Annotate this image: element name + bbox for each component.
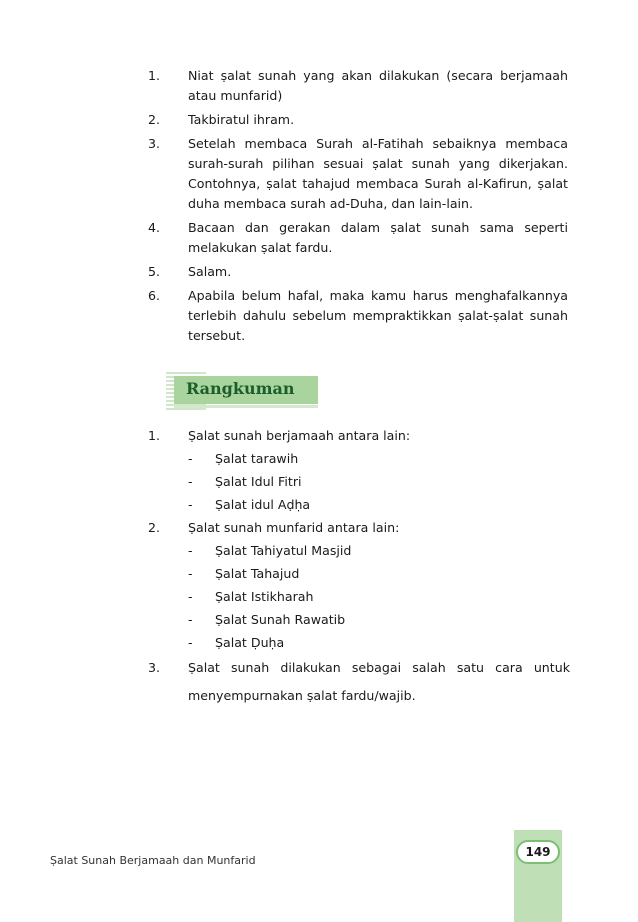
item-text: Apabila belum hafal, maka kamu harus menghafalkannya terlebih dahulu sebelum mempraktikkan ṣalat-ṣalat sunah tersebut. [188,288,568,343]
sub-item-text: Ṣalat Istikharah [215,589,314,604]
list-item [148,66,568,106]
item-number: 4. [148,220,161,235]
list-item [148,424,570,447]
item-number: 3. [148,136,161,151]
list-item [148,134,568,214]
item-text: Bacaan dan gerakan dalam ṣalat sunah sama seperti melakukan ṣalat fardu. [188,220,568,255]
item-text: Setelah membaca Surah al-Fatihah sebaiknya membaca surah-surah pilihan sesuai ṣalat sunah yang dikerjakan. Contohnya, ṣalat tahajud membaca Surah al-Kafirun, ṣalat duha membaca surah ad-Duha, dan lain-lain. [188,136,568,211]
dash-bullet: - [188,474,193,489]
item-text: Takbiratul ihram. [188,112,295,127]
rangkuman-title-box [174,376,318,404]
summary-list [148,424,570,710]
sub-item-text: Ṣalat Tahajud [215,566,300,581]
sub-list-item [148,585,570,608]
item-number: 6. [148,288,161,303]
sub-list-item [148,608,570,631]
item-number: 1. [148,68,161,83]
sub-list-item [148,562,570,585]
section-heading: Rangkuman [186,379,295,398]
sub-item-text: Ṣalat Sunah Rawatib [215,612,346,627]
sub-list-item [148,539,570,562]
sub-list-item [148,470,570,493]
list-item [148,110,568,130]
list-item [148,654,570,710]
item-text: Ṣalat sunah dilakukan sebagai salah satu cara untuk menyempurnakan ṣalat fardu/wajib. [188,660,570,703]
list-item [148,218,568,258]
sub-item-text: Ṣalat Tahiyatul Masjid [215,543,352,558]
list-item [148,516,570,539]
item-text: Ṣalat sunah munfarid antara lain: [188,520,400,535]
dash-bullet: - [188,451,193,466]
item-number: 3. [148,660,161,675]
sub-item-text: Ṣalat tarawih [215,451,299,466]
sub-list-item [148,447,570,470]
dash-bullet: - [188,612,193,627]
item-text: Salam. [188,264,232,279]
dash-bullet: - [188,589,193,604]
sub-item-text: Ṣalat Idul Fitri [215,474,302,489]
sub-item-text: Ṣalat idul Aḍḥa [215,497,311,512]
running-footer: Ṣalat Sunah Berjamaah dan Munfarid [50,854,256,867]
dash-bullet: - [188,543,193,558]
list-item [148,262,568,282]
sub-list-item [148,631,570,654]
sub-list-item [148,493,570,516]
page-number: 149 [516,840,560,864]
steps-list [148,66,568,350]
item-number: 2. [148,520,161,535]
item-number: 2. [148,112,161,127]
dash-bullet: - [188,566,193,581]
item-text: Ṣalat sunah berjamaah antara lain: [188,428,411,443]
item-number: 1. [148,428,161,443]
dash-bullet: - [188,497,193,512]
item-text: Niat ṣalat sunah yang akan dilakukan (secara berjamaah atau munfarid) [188,68,568,103]
rangkuman-banner [166,370,318,410]
sub-item-text: Ṣalat Ḍuḥa [215,635,285,650]
item-number: 5. [148,264,161,279]
list-item [148,286,568,346]
dash-bullet: - [188,635,193,650]
